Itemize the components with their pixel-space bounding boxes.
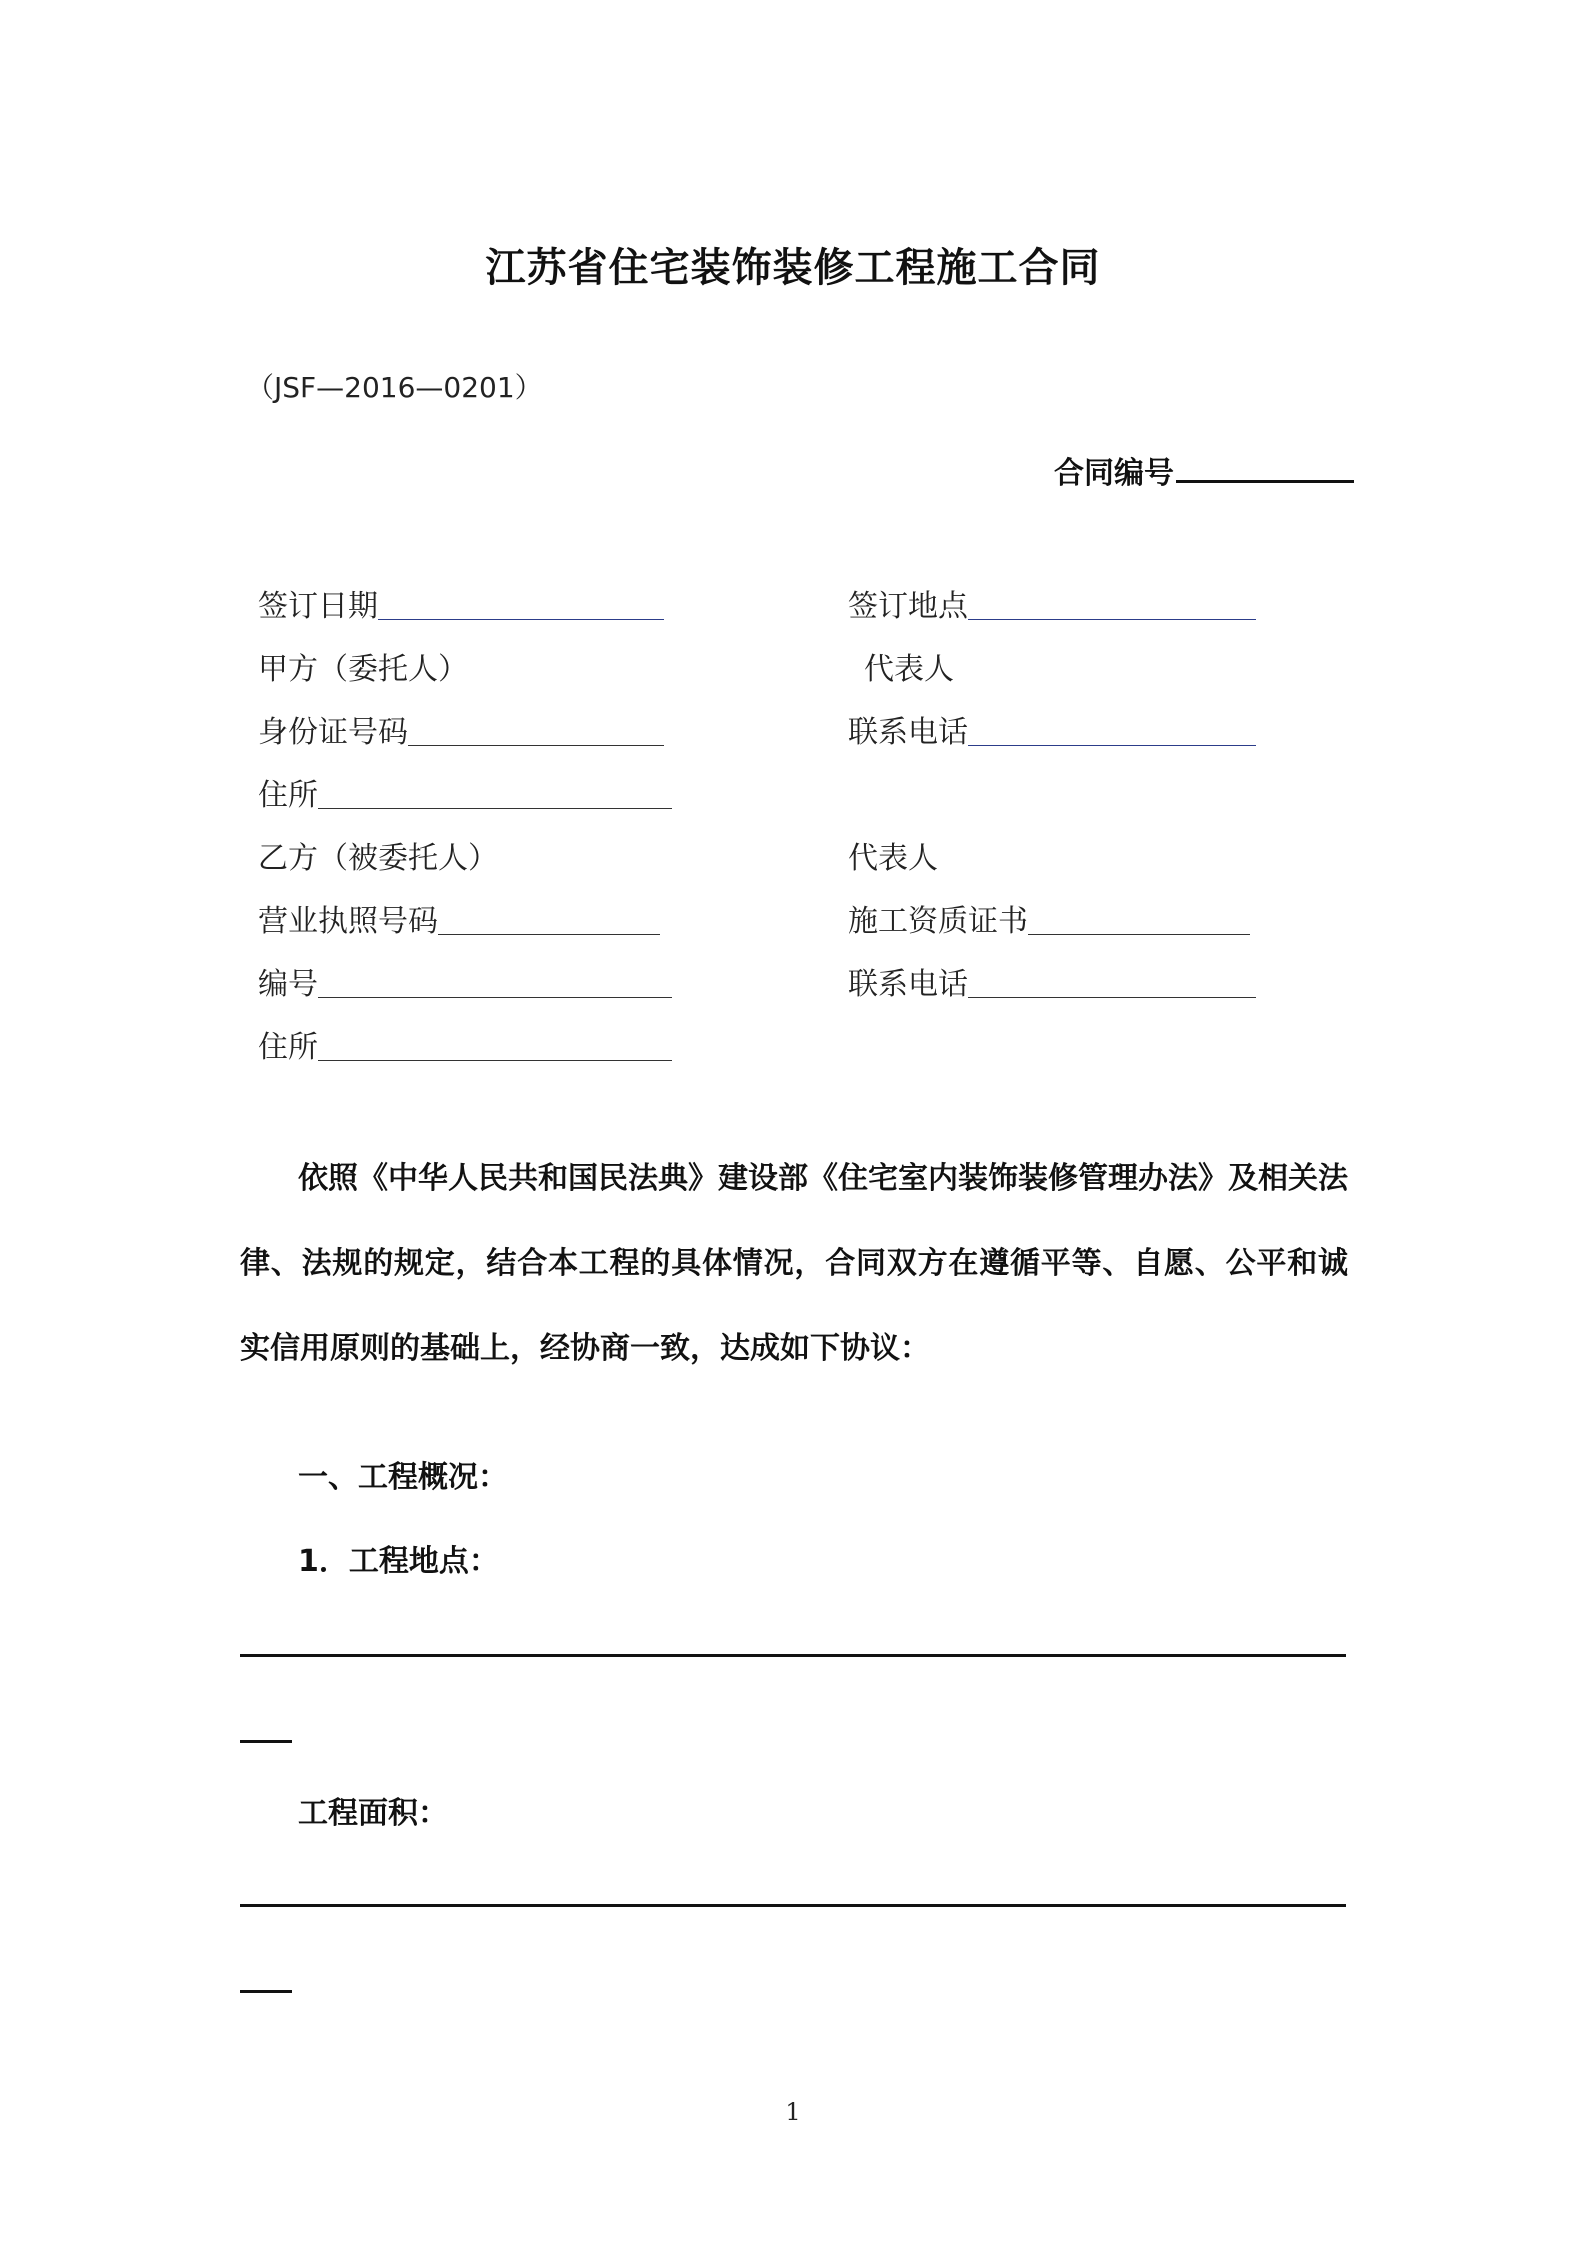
project-area-blank[interactable] xyxy=(240,1904,1346,1907)
project-location-blank[interactable] xyxy=(240,1654,1346,1657)
serial-number-field[interactable] xyxy=(258,967,672,1002)
document-title: 江苏省住宅装饰装修工程施工合同 xyxy=(485,245,1101,291)
page-number: 1 xyxy=(785,2098,801,2126)
phone-a-field[interactable] xyxy=(848,715,1256,750)
sign-date-field[interactable] xyxy=(258,589,664,624)
document-code: （JSF—2016—0201） xyxy=(246,371,543,404)
contract-number-field[interactable] xyxy=(1054,448,1354,492)
qualification-label: 施工资质证书 xyxy=(848,904,1028,939)
intro-paragraph: 依照《中华人民共和国民法典》建设部《住宅室内装饰装修管理办法》及相关法律、法规的规定，结合本工程的具体情况，合同双方在遵循平等、自愿、公平和诚实信用原则的基础上，经协商一致，达成如下协议： xyxy=(240,1161,1348,1366)
party-b-field xyxy=(258,841,498,876)
qualification-blank[interactable] xyxy=(1028,932,1250,935)
party-b-rep-field xyxy=(848,841,938,876)
project-location-label: 1．工程地点： xyxy=(298,1544,499,1579)
phone-a-label: 联系电话 xyxy=(848,715,968,750)
serial-number-blank[interactable] xyxy=(318,995,672,998)
address-a-label: 住所 xyxy=(258,778,318,813)
address-b-label: 住所 xyxy=(258,1030,318,1065)
contract-number-label: 合同编号 xyxy=(1054,456,1174,491)
sign-place-field[interactable] xyxy=(848,589,1256,624)
license-number-label: 营业执照号码 xyxy=(258,904,438,939)
license-number-blank[interactable] xyxy=(438,932,660,935)
sign-date-label: 签订日期 xyxy=(258,589,378,624)
party-a-field xyxy=(258,652,468,687)
party-b-label: 乙方（被委托人） xyxy=(258,841,498,876)
address-b-blank[interactable] xyxy=(318,1058,672,1061)
sign-place-label: 签订地点 xyxy=(848,589,968,624)
project-location-blank-cont[interactable] xyxy=(240,1740,292,1743)
qualification-field[interactable] xyxy=(848,904,1250,939)
id-number-field[interactable] xyxy=(258,715,664,750)
license-number-field[interactable] xyxy=(258,904,660,939)
address-a-field[interactable] xyxy=(258,778,672,813)
address-a-blank[interactable] xyxy=(318,806,672,809)
party-a-rep-field xyxy=(864,652,954,687)
id-number-blank[interactable] xyxy=(408,743,664,746)
party-a-label: 甲方（委托人） xyxy=(258,652,468,687)
address-b-field[interactable] xyxy=(258,1030,672,1065)
phone-a-blank[interactable] xyxy=(968,743,1256,746)
contract-number-blank[interactable] xyxy=(1176,474,1354,483)
party-b-rep-label: 代表人 xyxy=(848,841,938,876)
sign-place-blank[interactable] xyxy=(968,617,1256,620)
phone-b-field[interactable] xyxy=(848,967,1256,1002)
serial-number-label: 编号 xyxy=(258,967,318,1002)
id-number-label: 身份证号码 xyxy=(258,715,408,750)
phone-b-blank[interactable] xyxy=(968,995,1256,998)
party-a-rep-label: 代表人 xyxy=(864,652,954,687)
phone-b-label: 联系电话 xyxy=(848,967,968,1002)
section-heading-overview: 一、工程概况： xyxy=(298,1460,508,1495)
project-area-label: 工程面积： xyxy=(298,1796,448,1831)
project-area-blank-cont[interactable] xyxy=(240,1990,292,1993)
sign-date-blank[interactable] xyxy=(378,617,664,620)
